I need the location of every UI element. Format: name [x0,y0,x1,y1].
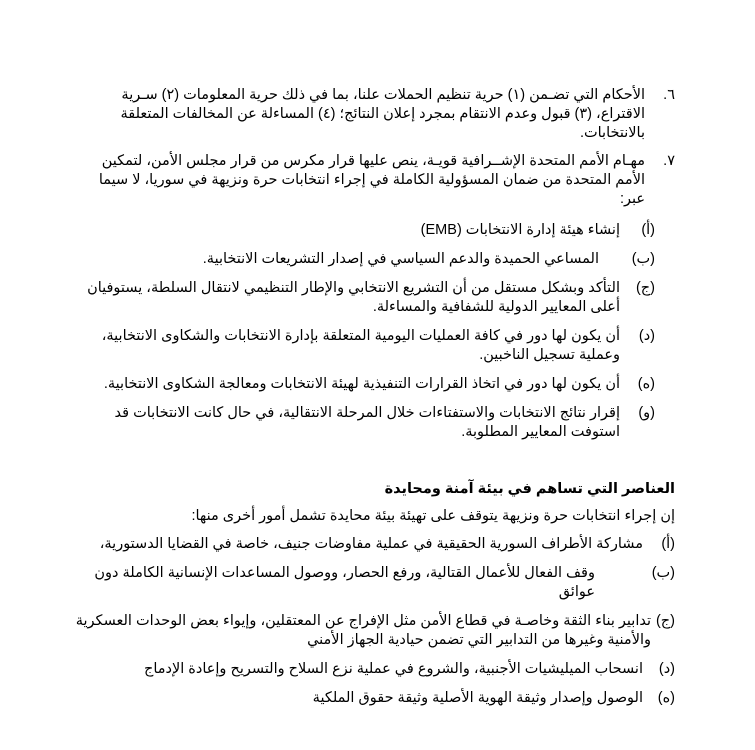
document-page [70,86,675,708]
subitem-letter: (ه) [657,690,675,706]
subitem-letter: (د) [658,661,675,677]
subitem-letter: (أ) [641,222,655,238]
section2-subitem-b [70,564,675,602]
subitem-text: وقف الفعال للأعمال القتالية، ورفع الحصار، ووصول المساعدات الإنسانية الكاملة دون عوائق [94,565,595,600]
subitem-text: إقرار نتائج الانتخابات والاستفتاءات خلال المرحلة الانتقالية، في حال كانت الانتخابات قد استوفت المعايير المطلوبة. [114,405,620,440]
subitem-text: المساعي الحميدة والدعم السياسي في إصدار التشريعات الانتخابية. [202,251,599,267]
subitem-letter: (ب) [631,251,655,267]
subitem-letter: (ج) [635,280,655,296]
subitem-text: الوصول وإصدار وثيقة الهوية الأصلية وثيقة حقوق الملكية [312,690,643,706]
subitem-text: التأكد وبشكل مستقل من أن التشريع الانتخابي والإطار التنظيمي لانتقال السلطة، يستوفيان أعلى المعايير الدولية للشفافية والمساءلة. [87,280,620,315]
subitem-text: أن يكون لها دور في كافة العمليات اليومية المتعلقة بإدارة الانتخابات والشكاوى الانتخابية، وعملية تسجيل الناخبين. [101,328,620,363]
section-intro: إن إجراء انتخابات حرة ونزيهة يتوقف على تهيئة بيئة محايدة تشمل أمور أخرى منها: [191,508,675,524]
subitem-a [70,221,675,240]
subitem-f [70,404,675,442]
item-text: مهـام الأمم المتحدة الإشــرافية قويـة، ينص عليها قرار مكرس من قرار مجلس الأمن، لتمكين الأمم المتحدة من ضمان المسؤولية الكاملة في إجراء انتخابات حرة ونزيهة في سوريا، لا سيما عبر: [98,153,645,207]
subitem-letter: (ب) [651,565,675,581]
section2-subitem-a [70,535,675,554]
subitem-b [70,250,675,269]
section2-subitem-c [70,612,675,650]
item-text: الأحكام التي تضـمن (١) حرية تنظيم الحملات علنا، بما في ذلك حرية المعلومات (٢) سـرية الاقتراع، (٣) قبول وعدم الانتقام بمجرد إعلان النتائج؛ (٤) المساءلة عن المخالفات المتعلقة بالانتخابات. [120,87,645,141]
item-number: ٦. [663,87,675,103]
numbered-item-6 [70,86,675,143]
section2-subitem-e [70,689,675,708]
subitem-e [70,375,675,394]
subitem-letter: (و) [638,405,655,421]
subitem-c [70,279,675,317]
subitem-text: إنشاء هيئة إدارة الانتخابات (EMB) [420,222,620,238]
item-number: ٧. [663,153,675,169]
subitem-letter: (د) [638,328,655,344]
section2-subitem-d [70,660,675,679]
subitem-letter: (ج) [655,613,675,629]
numbered-item-7 [70,152,675,209]
section-heading: العناصر التي تساهم في بيئة آمنة ومحايدة [384,481,675,497]
subitem-letter: (أ) [661,536,675,552]
subitem-text: انسحاب الميليشيات الأجنبية، والشروع في عملية نزع السلاح والتسريح وإعادة الإدماج [143,661,643,677]
subitem-text: أن يكون لها دور في اتخاذ القرارات التنفيذية لهيئة الانتخابات ومعالجة الشكاوى الانتخابية. [103,376,620,392]
subitem-d [70,327,675,365]
subitem-text: مشاركة الأطراف السورية الحقيقية في عملية مفاوضات جنيف، خاصة في القضايا الدستورية، [99,536,643,552]
subitem-text: تدابير بناء الثقة وخاصـة في قطاع الأمن مثل الإفراج عن المعتقلين، وإيواء بعض الوحدات العسكرية والأمنية وغيرها من التدابير التي تضمن حيادية الجهاز الأمني [75,613,651,648]
subitem-letter: (ه) [637,376,655,392]
